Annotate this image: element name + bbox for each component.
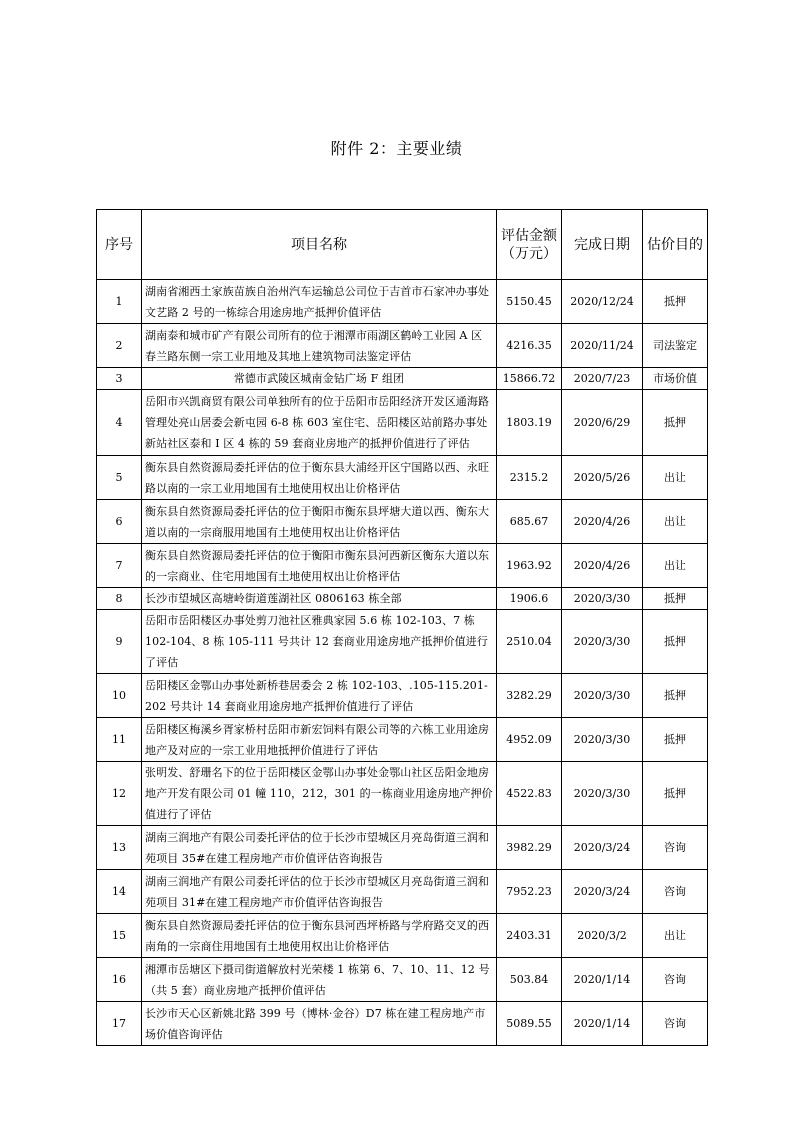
cell-project-name: 衡东县自然资源局委托评估的位于衡东县大浦经开区宁国路以西、永旺路以南的一宗工业用地国有土地使用权出让价格评估 — [142, 456, 497, 500]
cell-completion-date: 2020/3/24 — [562, 870, 643, 914]
cell-completion-date: 2020/3/30 — [562, 588, 643, 610]
cell-completion-date: 2020/6/29 — [562, 390, 643, 456]
cell-amount: 5150.45 — [497, 280, 562, 324]
cell-serial: 16 — [97, 958, 142, 1002]
table-row — [97, 958, 708, 1002]
performance-table — [96, 209, 708, 1046]
table-row — [97, 610, 708, 674]
cell-project-name: 湖南三润地产有限公司委托评估的位于长沙市望城区月亮岛街道三润和苑项目 31#在建工程房地产市价值评估咨询报告 — [142, 870, 497, 914]
cell-serial: 14 — [97, 870, 142, 914]
cell-amount: 5089.55 — [497, 1002, 562, 1046]
cell-purpose: 抵押 — [643, 674, 708, 718]
cell-completion-date: 2020/3/30 — [562, 674, 643, 718]
cell-completion-date: 2020/5/26 — [562, 456, 643, 500]
cell-amount: 4216.35 — [497, 324, 562, 368]
cell-purpose: 出让 — [643, 456, 708, 500]
cell-serial: 11 — [97, 718, 142, 762]
cell-serial: 7 — [97, 544, 142, 588]
cell-amount: 4522.83 — [497, 762, 562, 826]
table-row — [97, 588, 708, 610]
cell-completion-date: 2020/3/30 — [562, 718, 643, 762]
cell-completion-date: 2020/4/26 — [562, 544, 643, 588]
cell-project-name: 岳阳楼区梅溪乡胥家桥村岳阳市新宏饲料有限公司等的六栋工业用途房地产及对应的一宗工业用地抵押价值进行了评估 — [142, 718, 497, 762]
cell-project-name: 湖南省湘西土家族苗族自治州汽车运输总公司位于吉首市石家冲办事处文艺路 2 号的一栋综合用途房地产抵押价值评估 — [142, 280, 497, 324]
page-title: 附件 2：主要业绩 — [330, 139, 463, 158]
table-row — [97, 914, 708, 958]
cell-serial: 15 — [97, 914, 142, 958]
cell-project-name: 湘潭市岳塘区下摄司街道解放村光荣楼 1 栋第 6、7、10、11、12 号（共 5 套）商业房地产抵押价值评估 — [142, 958, 497, 1002]
cell-purpose: 抵押 — [643, 280, 708, 324]
table-row — [97, 390, 708, 456]
cell-amount: 2315.2 — [497, 456, 562, 500]
cell-amount: 2403.31 — [497, 914, 562, 958]
cell-serial: 6 — [97, 500, 142, 544]
cell-project-name: 岳阳市岳阳楼区办事处剪刀池社区雅典家园 5.6 栋 102-103、7 栋 102-104、8 栋 105-111 号共计 12 套商业用途房地产抵押价值进行了评估 — [142, 610, 497, 674]
cell-completion-date: 2020/1/14 — [562, 1002, 643, 1046]
header-serial: 序号 — [97, 210, 142, 280]
cell-project-name: 湖南泰和城市矿产有限公司所有的位于湘潭市雨湖区鹤岭工业园 A 区春兰路东侧一宗工业用地及其地上建筑物司法鉴定评估 — [142, 324, 497, 368]
cell-amount: 1803.19 — [497, 390, 562, 456]
cell-purpose: 抵押 — [643, 390, 708, 456]
cell-completion-date: 2020/4/26 — [562, 500, 643, 544]
cell-amount: 1963.92 — [497, 544, 562, 588]
table-row — [97, 544, 708, 588]
cell-completion-date: 2020/3/30 — [562, 610, 643, 674]
cell-amount: 2510.04 — [497, 610, 562, 674]
header-project-name: 项目名称 — [142, 210, 497, 280]
cell-amount: 15866.72 — [497, 368, 562, 390]
cell-serial: 17 — [97, 1002, 142, 1046]
cell-purpose: 抵押 — [643, 588, 708, 610]
cell-completion-date: 2020/3/30 — [562, 762, 643, 826]
table-row — [97, 324, 708, 368]
cell-serial: 12 — [97, 762, 142, 826]
table-row — [97, 500, 708, 544]
cell-project-name: 长沙市望城区高塘岭街道莲湖社区 0806163 栋全部 — [142, 588, 497, 610]
cell-purpose: 咨询 — [643, 826, 708, 870]
cell-completion-date: 2020/3/2 — [562, 914, 643, 958]
header-amount: 评估金额（万元） — [497, 210, 562, 280]
table-row — [97, 826, 708, 870]
cell-amount: 4952.09 — [497, 718, 562, 762]
cell-serial: 2 — [97, 324, 142, 368]
cell-purpose: 咨询 — [643, 958, 708, 1002]
cell-project-name: 岳阳楼区金鄂山办事处新桥巷居委会 2 栋 102-103、.105-115.201-202 号共计 14 套商业用途房地产抵押价值进行了评估 — [142, 674, 497, 718]
cell-project-name: 衡东县自然资源局委托评估的位于衡阳市衡东县河西新区衡东大道以东的一宗商业、住宅用地国有土地使用权出让价格评估 — [142, 544, 497, 588]
cell-serial: 1 — [97, 280, 142, 324]
cell-purpose: 出让 — [643, 500, 708, 544]
cell-completion-date: 2020/12/24 — [562, 280, 643, 324]
table-row — [97, 280, 708, 324]
cell-purpose: 咨询 — [643, 870, 708, 914]
header-completion-date: 完成日期 — [562, 210, 643, 280]
cell-purpose: 司法鉴定 — [643, 324, 708, 368]
cell-purpose: 抵押 — [643, 762, 708, 826]
cell-amount: 7952.23 — [497, 870, 562, 914]
header-purpose: 估价目的 — [643, 210, 708, 280]
cell-completion-date: 2020/3/24 — [562, 826, 643, 870]
cell-amount: 1906.6 — [497, 588, 562, 610]
cell-project-name: 衡东县自然资源局委托评估的位于衡东县河西坪桥路与学府路交叉的西南角的一宗商住用地国有土地使用权出让价格评估 — [142, 914, 497, 958]
cell-amount: 3982.29 — [497, 826, 562, 870]
cell-purpose: 出让 — [643, 914, 708, 958]
table-row — [97, 1002, 708, 1046]
cell-completion-date: 2020/11/24 — [562, 324, 643, 368]
table-row — [97, 368, 708, 390]
cell-project-name: 衡东县自然资源局委托评估的位于衡阳市衡东县坪塘大道以西、衡东大道以南的一宗商服用地国有土地使用权出让价格评估 — [142, 500, 497, 544]
cell-completion-date: 2020/7/23 — [562, 368, 643, 390]
cell-purpose: 抵押 — [643, 610, 708, 674]
cell-amount: 503.84 — [497, 958, 562, 1002]
cell-serial: 5 — [97, 456, 142, 500]
cell-purpose: 咨询 — [643, 1002, 708, 1046]
cell-project-name: 长沙市天心区新姚北路 399 号（博林·金谷）D7 栋在建工程房地产市场价值咨询评估 — [142, 1002, 497, 1046]
cell-purpose: 市场价值 — [643, 368, 708, 390]
cell-serial: 9 — [97, 610, 142, 674]
cell-serial: 4 — [97, 390, 142, 456]
cell-purpose: 抵押 — [643, 718, 708, 762]
table-header-row — [97, 210, 708, 280]
table-row — [97, 456, 708, 500]
cell-serial: 3 — [97, 368, 142, 390]
table-row — [97, 718, 708, 762]
table-row — [97, 762, 708, 826]
cell-project-name: 常德市武陵区城南金钻广场 F 组团 — [142, 368, 497, 390]
cell-serial: 13 — [97, 826, 142, 870]
cell-amount: 685.67 — [497, 500, 562, 544]
cell-purpose: 出让 — [643, 544, 708, 588]
cell-serial: 8 — [97, 588, 142, 610]
cell-project-name: 岳阳市兴凯商贸有限公司单独所有的位于岳阳市岳阳经济开发区通海路管理处亮山居委会新屯园 6-8 栋 603 室住宅、岳阳楼区站前路办事处新站社区泰和 I 区 4 栋的 59 套商业房地产的抵押价值进行了评估 — [142, 390, 497, 456]
cell-amount: 3282.29 — [497, 674, 562, 718]
table-row — [97, 870, 708, 914]
cell-completion-date: 2020/1/14 — [562, 958, 643, 1002]
cell-project-name: 湖南三润地产有限公司委托评估的位于长沙市望城区月亮岛街道三润和苑项目 35#在建工程房地产市价值评估咨询报告 — [142, 826, 497, 870]
table-row — [97, 674, 708, 718]
cell-serial: 10 — [97, 674, 142, 718]
cell-project-name: 张明发、舒珊名下的位于岳阳楼区金鄂山办事处金鄂山社区岳阳金地房地产开发有限公司 01 幢 110，212，301 的一栋商业用途房地产押价值进行了评估 — [142, 762, 497, 826]
